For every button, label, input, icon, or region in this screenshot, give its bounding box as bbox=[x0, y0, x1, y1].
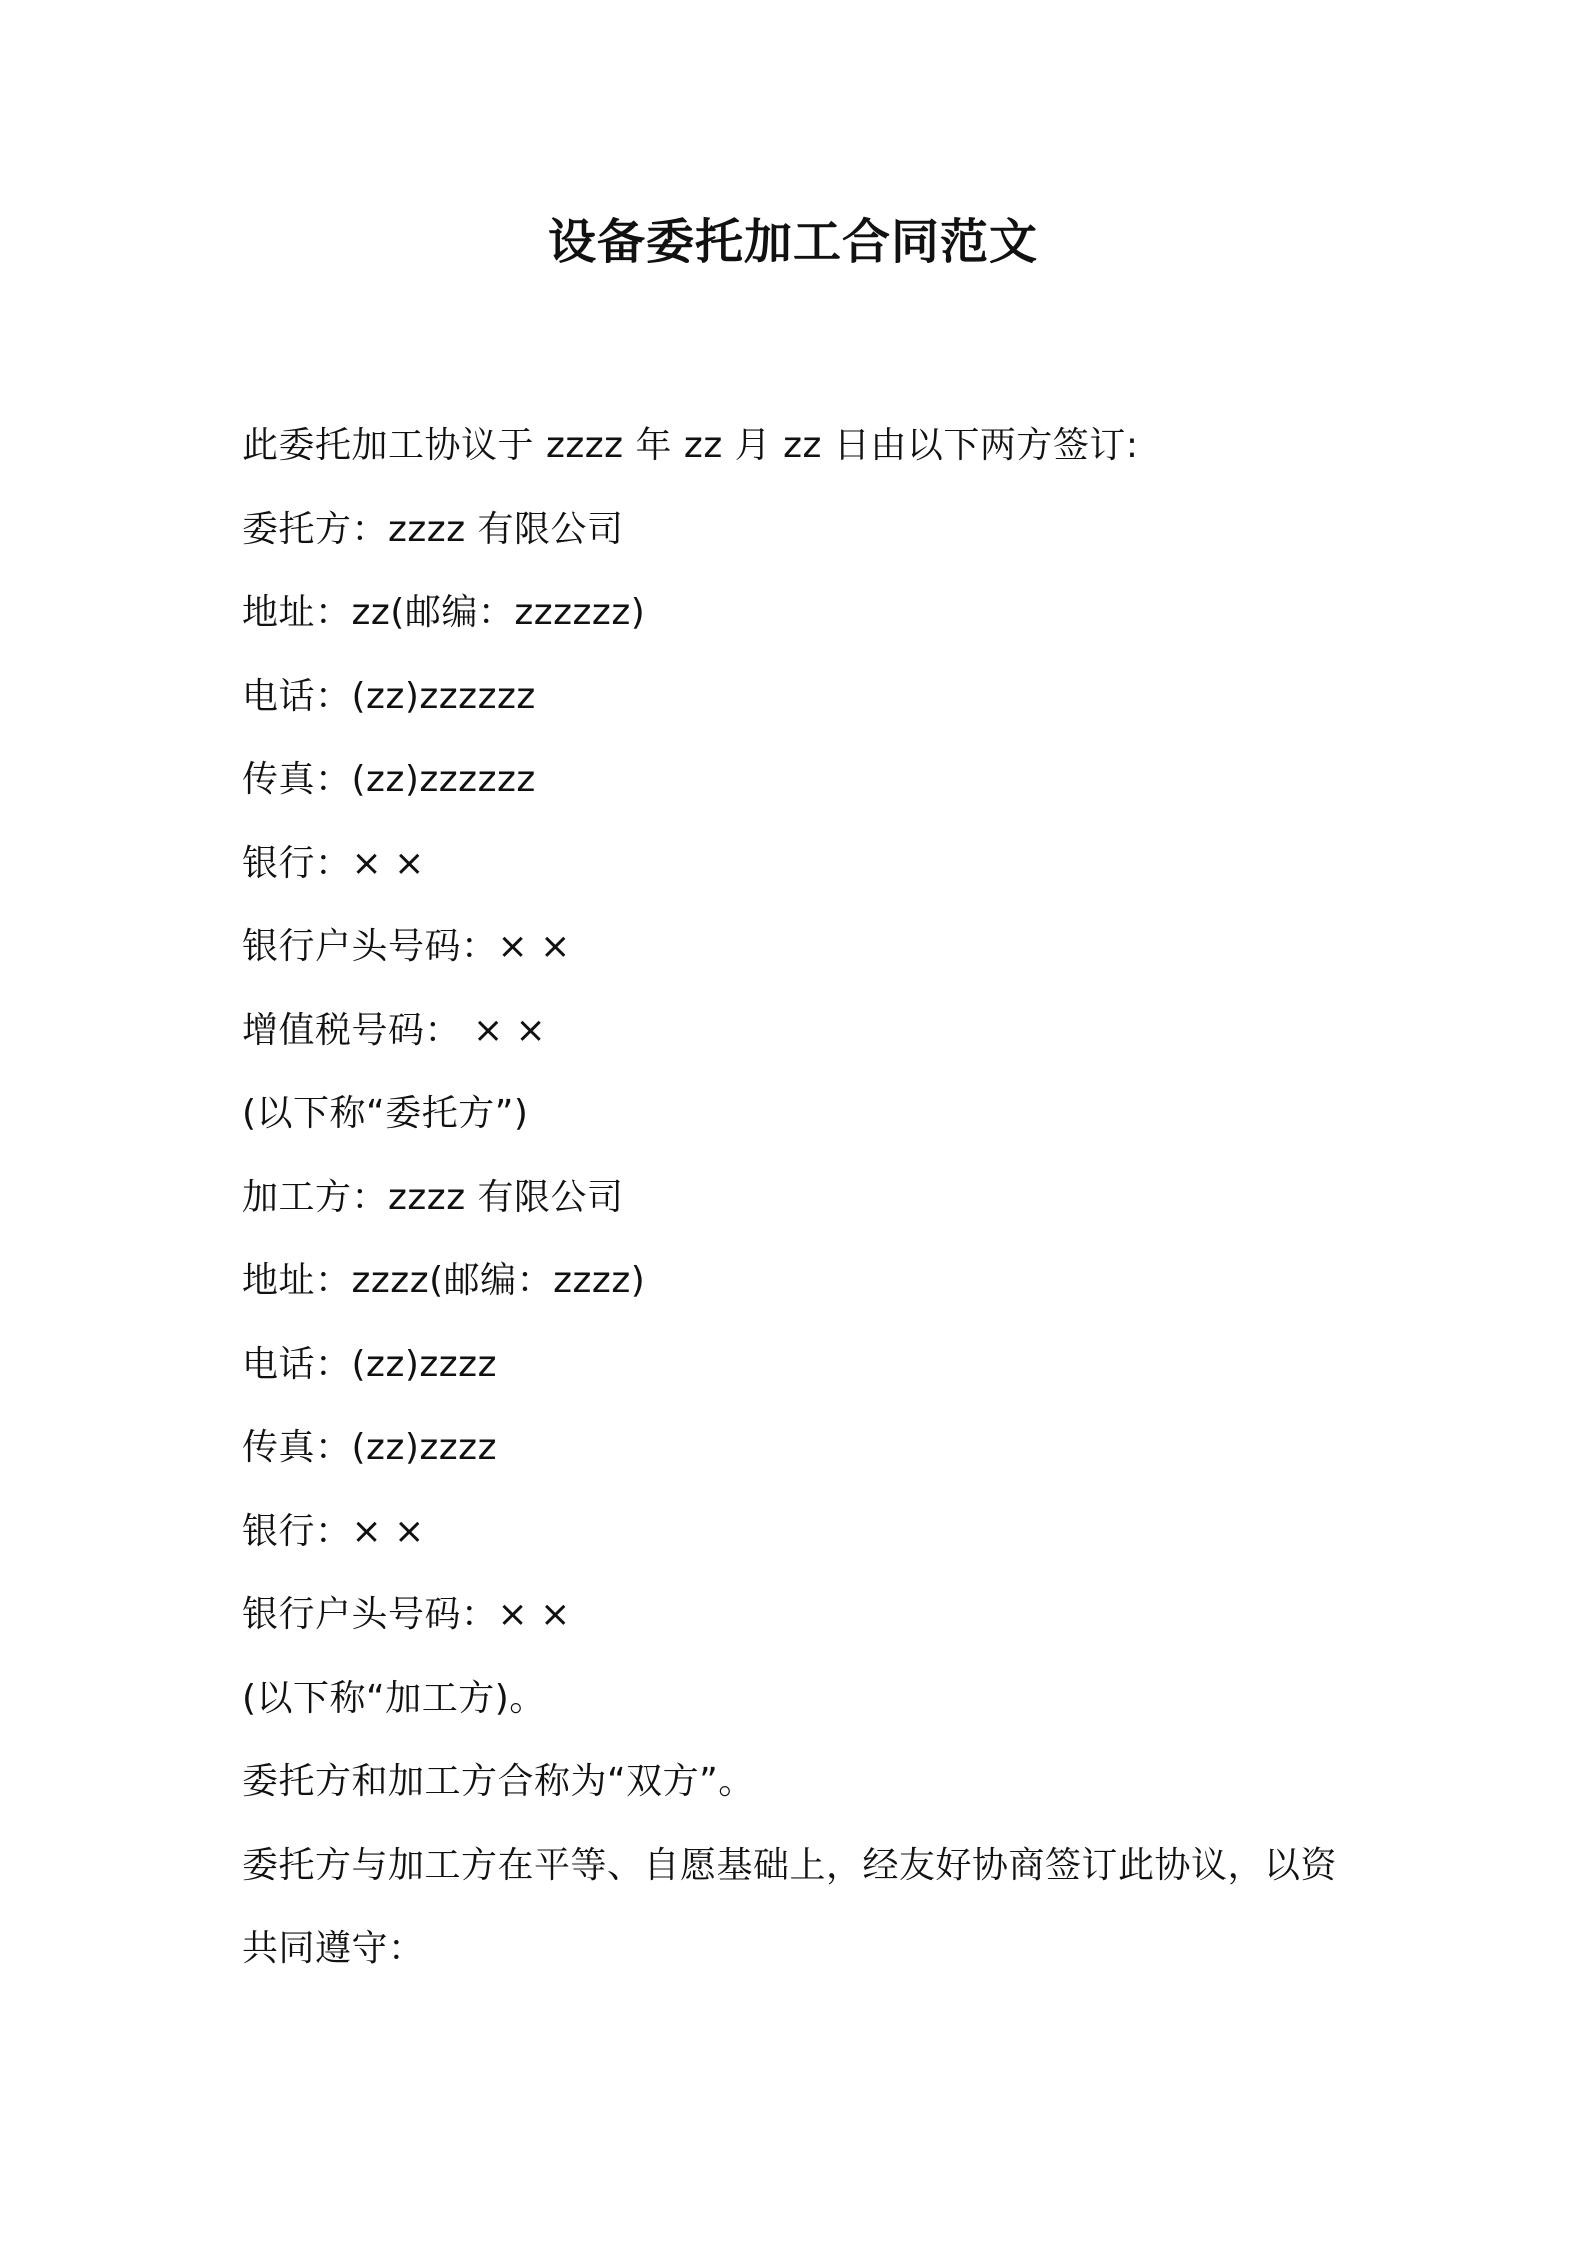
processor-bank-line: 银行：× × bbox=[242, 1510, 425, 1552]
client-alias-line: (以下称“委托方”) bbox=[242, 1093, 529, 1134]
processor-address-line: 地址：zzzz(邮编：zzzz) bbox=[242, 1260, 646, 1301]
client-address-line: 地址：zz(邮编：zzzzzz) bbox=[242, 592, 646, 633]
document-body bbox=[242, 404, 1362, 1991]
processor-phone-line: 电话：(zz)zzzz bbox=[242, 1343, 497, 1385]
client-bank-line: 银行：× × bbox=[242, 842, 425, 884]
client-vat-number-line: 增值税号码： × × bbox=[242, 1009, 547, 1051]
agreement-basis-line: 委托方与加工方在平等、自愿基础上，经友好协商签订此协议，以资 bbox=[242, 1844, 1338, 1886]
processor-alias-line: (以下称“加工方)。 bbox=[242, 1677, 546, 1719]
parties-definition-line: 委托方和加工方合称为“双方”。 bbox=[242, 1761, 755, 1802]
processor-bank-account-line: 银行户头号码：× × bbox=[242, 1594, 571, 1635]
agreement-intro-line: 此委托加工协议于 zzzz 年 zz 月 zz 日由以下两方签订: bbox=[242, 425, 1139, 466]
client-name-line: 委托方：zzzz 有限公司 bbox=[242, 508, 624, 550]
client-fax-line: 传真：(zz)zzzzzz bbox=[242, 759, 536, 800]
processor-name-line: 加工方：zzzz 有限公司 bbox=[242, 1176, 624, 1218]
client-phone-line: 电话：(zz)zzzzzz bbox=[242, 675, 536, 717]
agreement-basis-continuation-line: 共同遵守： bbox=[242, 1928, 425, 1969]
processor-fax-line: 传真：(zz)zzzz bbox=[242, 1427, 497, 1468]
document-title: 设备委托加工合同范文 bbox=[547, 214, 1038, 270]
client-bank-account-line: 银行户头号码：× × bbox=[242, 926, 571, 967]
